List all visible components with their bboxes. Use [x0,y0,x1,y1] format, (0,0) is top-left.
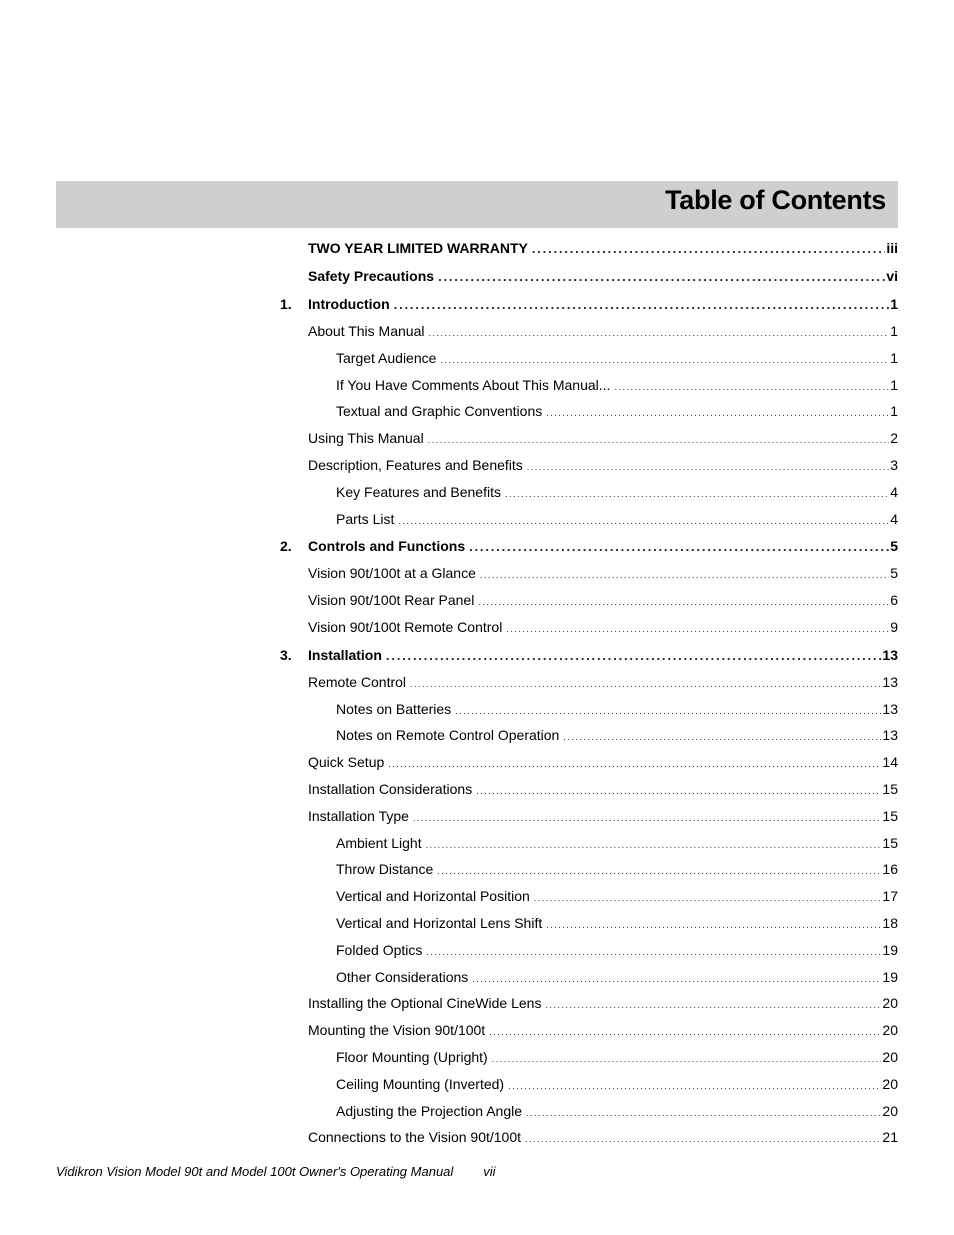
toc-entry[interactable] [280,990,898,1017]
toc-entry-label: Introduction [308,296,390,312]
toc-entry-label: If You Have Comments About This Manual... [336,376,611,393]
toc-entry[interactable] [280,234,898,262]
toc-entry-page: 13 [882,646,898,663]
toc-entry-page: 15 [882,834,898,851]
toc-entry[interactable] [280,669,898,696]
toc-entry-page: 21 [882,1129,898,1146]
toc-entry-page: 15 [882,780,898,797]
toc-entry-page: iii [886,240,898,256]
toc-entry-label: Floor Mounting (Upright) [336,1048,488,1065]
toc-entry-page: 1 [890,296,898,312]
toc-entry-label: Controls and Functions [308,538,466,555]
toc-entry[interactable] [280,641,898,669]
toc-entry-label: Installation [308,646,382,663]
toc-entry-page: 20 [882,1075,898,1092]
toc-entry[interactable] [280,1098,898,1125]
toc-entry-label: Mounting the Vision 90t/100t [308,1022,486,1039]
toc-dot-leader [455,698,881,725]
toc-entry-page: 13 [882,700,898,717]
toc-dot-leader [410,671,881,698]
toc-entry-label: Throw Distance [336,861,434,878]
toc-entry[interactable] [280,722,898,749]
toc-dot-leader [546,912,881,939]
toc-entry-page: 19 [882,968,898,985]
toc-entry[interactable] [280,856,898,883]
toc-dot-leader [506,616,889,643]
toc-entry[interactable] [280,1124,898,1151]
footer-title: Vidikron Vision Model 90t and Model 100t Owner's Operating Manual [56,1164,454,1179]
toc-dot-leader [526,1100,881,1127]
toc-entry-label: Quick Setup [308,754,385,771]
toc-entry[interactable] [280,964,898,991]
toc-entry-label: Remote Control [308,673,407,690]
toc-entry-label: Target Audience [336,349,437,366]
toc-dot-leader [388,751,881,778]
toc-entry[interactable] [280,345,898,372]
footer-page-number: vii [483,1164,496,1179]
toc-dot-leader [426,832,882,859]
toc-entry[interactable] [280,532,898,560]
toc-dot-leader [546,400,889,427]
toc-entry-page: 13 [882,673,898,690]
toc-entry-page: 3 [890,456,898,473]
toc-entry-number: 3. [280,646,292,663]
toc-dot-leader [480,562,889,589]
toc-dot-leader [437,858,881,885]
toc-dot-leader [525,1126,881,1153]
toc-entry-label: Installation Type [308,807,409,824]
toc-entry-label: Notes on Remote Control Operation [336,727,560,744]
toc-entry-page: 20 [882,1102,898,1119]
toc-entry-page: 4 [890,510,898,527]
toc-entry-label: Connections to the Vision 90t/100t [308,1129,522,1146]
toc-entry-page: 18 [882,914,898,931]
toc-entry[interactable] [280,372,898,399]
toc-entry-label: Folded Optics [336,941,423,958]
toc-entry[interactable] [280,614,898,641]
toc-dot-leader [394,291,890,319]
toc-entry-label: Key Features and Benefits [336,483,501,500]
toc-entry[interactable] [280,803,898,830]
toc-dot-leader [413,805,882,832]
toc-entry-page: 9 [890,618,898,635]
toc-entry-label: Description, Features and Benefits [308,456,523,473]
toc-entry-page: 17 [882,888,898,905]
toc-dot-leader [472,966,881,993]
toc-entry[interactable] [280,479,898,506]
toc-entry-label: Parts List [336,510,395,527]
toc-dot-leader [386,642,882,670]
toc-entry-label: Installation Considerations [308,780,473,797]
toc-entry-page: 1 [890,376,898,393]
toc-entry-page: 5 [890,538,898,555]
toc-entry-label: Safety Precautions [308,268,435,284]
toc-dot-leader [469,533,889,561]
toc-dot-leader [438,263,885,291]
toc-dot-leader [492,1046,882,1073]
toc-entry[interactable] [280,425,898,452]
toc-entry-label: Other Considerations [336,968,469,985]
toc-entry-label: Vertical and Horizontal Position [336,888,530,905]
toc-entry[interactable] [280,937,898,964]
toc-entry-label: Vertical and Horizontal Lens Shift [336,914,543,931]
toc-entry[interactable] [280,776,898,803]
page-footer [56,1164,496,1179]
toc-entry-number: 2. [280,538,292,555]
toc-entry-page: 15 [882,807,898,824]
toc-entry-label: TWO YEAR LIMITED WARRANTY [308,240,528,256]
toc-entry[interactable] [280,696,898,723]
toc-dot-leader [527,454,889,481]
toc-entry[interactable] [280,262,898,290]
toc-entry-label: Vision 90t/100t Rear Panel [308,592,475,609]
title-banner [56,181,898,228]
toc-dot-leader [428,427,890,454]
toc-entry[interactable] [280,290,898,318]
toc-dot-leader [478,589,889,616]
toc-dot-leader [563,724,881,751]
toc-entry[interactable] [280,587,898,614]
toc-entry-page: 5 [890,565,898,582]
toc-dot-leader [545,992,881,1019]
toc-entry[interactable] [280,883,898,910]
toc-entry[interactable] [280,560,898,587]
toc-dot-leader [398,508,889,535]
toc-entry[interactable] [280,910,898,937]
toc-dot-leader [489,1019,881,1046]
toc-dot-leader [534,885,882,912]
toc-entry-page: 1 [890,323,898,339]
toc-entry-page: 13 [882,727,898,744]
toc-entry-page: 4 [890,483,898,500]
toc-dot-leader [505,481,889,508]
toc-entry-page: 20 [882,1048,898,1065]
toc-entry-label: Vision 90t/100t at a Glance [308,565,476,582]
toc-entry[interactable] [280,830,898,857]
toc-dot-leader [614,374,889,401]
toc-entry-label: Notes on Batteries [336,700,452,717]
toc-entry[interactable] [280,452,898,479]
toc-entry[interactable] [280,1044,898,1071]
page-title: Table of Contents [665,185,886,215]
toc-entry-label: Using This Manual [308,430,424,447]
toc-entry-page: 1 [890,349,898,366]
toc-entry-page: 14 [882,754,898,771]
toc-dot-leader [440,347,889,374]
toc-entry[interactable] [280,318,898,345]
toc-entry-number: 1. [280,296,292,312]
toc-dot-leader [508,1073,881,1100]
toc-entry-label: Textual and Graphic Conventions [336,403,543,420]
toc-entry-page: 16 [882,861,898,878]
toc-entry-page: vi [886,268,898,284]
toc-dot-leader [532,235,885,263]
toc-entry-page: 20 [882,995,898,1012]
toc-entry-label: Ambient Light [336,834,422,851]
toc-entry-label: Adjusting the Projection Angle [336,1102,523,1119]
toc-entry-page: 2 [890,430,898,447]
toc-entry-label: Installing the Optional CineWide Lens [308,995,542,1012]
toc-entry-label: Ceiling Mounting (Inverted) [336,1075,505,1092]
toc-entry-label: About This Manual [308,323,425,339]
toc-dot-leader [426,939,881,966]
toc-entry[interactable] [280,1017,898,1044]
toc-entry[interactable] [280,1071,898,1098]
toc-entry-page: 20 [882,1022,898,1039]
toc-list [280,234,898,1151]
toc-dot-leader [428,320,889,347]
toc-entry-page: 1 [890,403,898,420]
toc-entry-label: Vision 90t/100t Remote Control [308,618,503,635]
toc-entry-page: 19 [882,941,898,958]
toc-entry[interactable] [280,398,898,425]
toc-entry[interactable] [280,506,898,533]
toc-entry[interactable] [280,749,898,776]
toc-dot-leader [476,778,881,805]
toc-entry-page: 6 [890,592,898,609]
